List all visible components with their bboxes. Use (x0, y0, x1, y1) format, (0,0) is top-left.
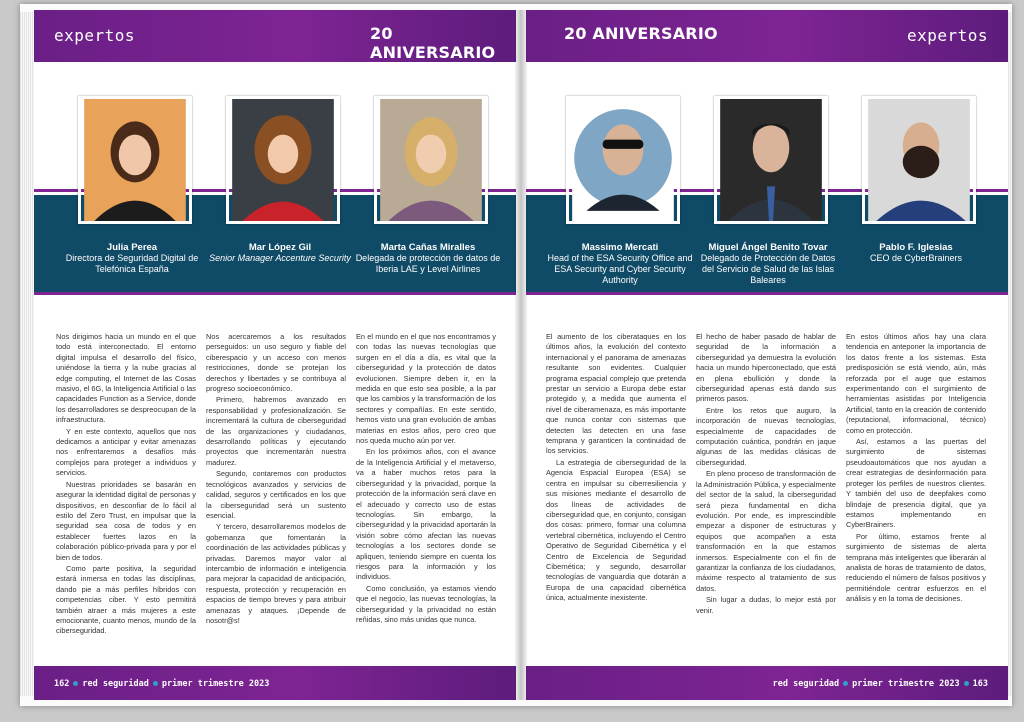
page-number: 162 (54, 679, 70, 689)
photo-miguel-angel-benito (714, 96, 828, 224)
expert-name: Mar López Gil (248, 242, 312, 253)
expert-role: Delegado de Protección de Datos del Servicio de Salud de las Islas Baleares (700, 253, 836, 285)
paragraph: En estos últimos años hay una clara tendencia en anteponer la importancia de los datos frente a los sistemas. Esta predisposición se está viendo, aún, más reforzada por el auge que estamos experimentando con el surgimiento de herramientas asistidas por Inteligencia Artificial, tanto en la creación de contenido (reputacional, informacional, técnico) como en protección. (846, 332, 986, 435)
right-page (526, 10, 1008, 700)
expert-caption (207, 242, 353, 264)
portrait-icon (81, 99, 189, 221)
paragraph: Entre los retos que auguro, la incorporación de nuevas tecnologías, especialmente de capacidades de computación cuántica, pondrán en jaque algunas de las medidas clásicas de ciberseguridad. (696, 405, 836, 467)
purple-stripe (526, 292, 1008, 295)
expert-caption (355, 242, 501, 275)
paragraph: Nos acercaremos a los resultados perseguidos: un uso seguro y fiable del ciberespacio y un acceso con menos restricciones, donde se protejan los derechos y libertades y se contribuya al progreso socioeconómico. (206, 332, 346, 394)
paragraph: El aumento de los ciberataques en los últimos años, la evolución del contexto internacional y el panorama de amenazas resultante son evidentes. Cualquier programa espacial complejo que pretenda prestar un servicio a Europa debe estar protegido y, a medida que aumenta el nivel de ciberamenaza, es más importante que nunca contar con sistemas que detecten las detecten en una fase temprana y garanticen la continuidad de los servicios. (546, 332, 686, 456)
paragraph: Por último, estamos frente al surgimiento de sistemas de alerta temprana más inteligentes que liberarán al analista de horas de tratamiento de datos, reduciendo el número de falsos positivos y permitiéndole centrar esfuerzos en el análisis y en la toma de decisiones. (846, 531, 986, 604)
issue-label: primer trimestre 2023 (161, 679, 270, 689)
paragraph: Y en este contexto, aquellos que nos dedicamos a anticipar y evitar amenazas nos enfrentaremos a desafíos más complejos para proteger a individuos y servicios. (56, 426, 196, 478)
anniversary-logo: 20 ANIVERSARIO (370, 24, 496, 62)
paragraph: Como parte positiva, la seguridad estará inmersa en todas las disciplinas, dando pie a más perfiles híbridos con competencias ciber. Y esto permitirá también atraer a más mujeres a este emocionante, cuanto menos, mundo de la ciberseguridad. (56, 563, 196, 636)
magazine-spread (20, 4, 1012, 706)
portrait-icon (229, 99, 337, 221)
footer-text (54, 679, 269, 689)
paragraph: El hecho de haber pasado de hablar de seguridad de la información a ciberseguridad ya demuestra la evolución hacia un mundo hiperconectado, que está en plena ebullición y donde la ciberseguridad apenas está dando sus primeros pasos. (696, 332, 836, 404)
paragraph: Primero, habremos avanzado en responsabilidad y profesionalización. Se incrementará la cultura de ciberseguridad de las organizaciones y ciudadanos, desarrollando políticas y ejecutando proyectos que incrementarán nuestra madurez. (206, 395, 346, 467)
article-column (696, 332, 836, 617)
photo-pablo-iglesias (862, 96, 976, 224)
article-column (546, 332, 686, 605)
portrait-icon (865, 99, 973, 221)
paragraph: En los próximos años, con el avance de la Inteligencia Artificial y el metaverso, va a haber muchos retos para la ciberseguridad y la privacidad, porque la protección de la información será clave en el adecuado y correcto uso de estas tecnologías. Sin embargo, la ciberseguridad y la privacidad aportarán la visión sobre cómo afectan las nuevas tecnologías a los sectores donde se apliquen, teniendo siempre en cuenta los riesgos para la información y los individuos. (356, 447, 496, 582)
magazine-name: red seguridad (772, 679, 840, 689)
left-footer-bar (34, 666, 516, 700)
expert-name: Pablo F. Iglesias (879, 242, 953, 253)
paragraph: La estrategia de ciberseguridad de la Agencia Espacial Europea (ESA) se centra en impulsar su ciberresiliencia y sus misiones mediante el desarrollo de dos líneas de actividades de ciberseguridad que, en conjunto, consigan dos cosas: primero, formar una columna vertebral cibernética, incluyendo el Centro Operativo de Seguridad Cibernética y el Centro de Excelencia de Seguridad Cibernética; y segundo, desarrollar tecnologías de vanguardia que dotarán a Europa de una capacidad cibernética única, actualmente inexistente. (546, 457, 686, 603)
article-column (846, 332, 986, 606)
bullet-icon (73, 681, 78, 686)
expert-role: Delegada de protección de datos de Iberia LAE y Level Airlines (355, 253, 501, 274)
spine-shadow (514, 10, 528, 700)
paragraph: Nuestras prioridades se basarán en asegurar la identidad digital de personas y dispositivos, en desconfiar de lo fácil al estilo del Zero Trust, en impulsar que la seguridad sea cosa de todos y en establecer fuertes lazos en la colaboración público-privada para y por el bien de todos. (56, 479, 196, 562)
paragraph: Nos dirigimos hacia un mundo en el que todo está interconectado. El entorno digital impulsa el desarrollo del físico, uniéndose la tierra y la nube gracias al edge computing, el Internet de las Cosas masivo, el 6G, la Inteligencia Artificial o las capacidades Function as a Service, donde los desarrolladores se despreocupan de la infraestructura. (56, 332, 196, 425)
photo-mar-lopez-gil (226, 96, 340, 224)
expert-role: Directora de Seguridad Digital de Telefónica España (65, 253, 199, 274)
left-header-bar (34, 10, 516, 62)
paragraph: Así, estamos a las puertas del surgimiento de sistemas pseudoautomáticos que nos ayudan a crear estrategias de desinformación para proteger los perfiles de nuestros clientes. Y también del uso de deepfakes como blindaje de presencia digital, que ya estamos implementando en CyberBrainers. (846, 437, 986, 530)
paragraph: Como conclusión, ya estamos viendo que el negocio, las nuevas tecnologías, la ciberseguridad y la privacidad no están reñidas, sino más unidas que nunca. (356, 583, 496, 624)
photo-julia-perea (78, 96, 192, 224)
portrait-icon (377, 99, 485, 221)
expert-caption (547, 242, 693, 286)
purple-stripe (34, 292, 516, 295)
page-number: 163 (972, 679, 988, 689)
expert-caption (59, 242, 205, 275)
page-edges-left (20, 12, 34, 696)
paragraph: Y tercero, desarrollaremos modelos de gobernanza que fomentarán la coordinación de las actividades públicas y privadas. Daremos mayor valor al intercambio de información e inteligencia para mejorar la capacidad de anticipación, respuesta, protección y recuperación en espacios de tiempo breves y para atribuir amenazas y ataques. ¡Depende de nosotr@s! (206, 522, 346, 625)
photo-massimo-mercati (566, 96, 680, 224)
bullet-icon (843, 681, 848, 686)
expert-caption (695, 242, 841, 286)
expert-role: CEO de CyberBrainers (869, 253, 963, 263)
paragraph: Segundo, contaremos con productos tecnológicos avanzados y servicios de calidad, seguros y certificados en los que la ciberseguridad será un sustento esencial. (206, 469, 346, 520)
right-header-bar (526, 10, 1008, 62)
expert-role: Head of the ESA Security Office and ESA Security and Cyber Security Authority (547, 253, 693, 285)
photo-marta-canas (374, 96, 488, 224)
expert-name: Miguel Ángel Benito Tovar (708, 242, 828, 253)
footer-text (773, 679, 988, 689)
expert-name: Julia Perea (106, 242, 158, 253)
paragraph: En pleno proceso de transformación de la Administración Pública, y especialmente del sector de la salud, la ciberseguridad será pieza fundamental en dicha evolución. Por ende, es imprescindible empezar a disponer de estructuras y equipos que acompañen a esta transformación en la que estamos inmersos. Especialmente con el fin de garantizar la confianza de los ciudadanos, máxime respecto al tratamiento de sus datos. (696, 469, 836, 593)
expert-role: Senior Manager Accenture Security (209, 253, 351, 263)
expert-name: Massimo Mercati (581, 242, 659, 253)
expert-caption (843, 242, 989, 264)
portrait-icon (717, 99, 825, 221)
section-title: expertos (906, 26, 988, 45)
magazine-name: red seguridad (82, 679, 149, 689)
issue-label: primer trimestre 2023 (852, 679, 960, 689)
portrait-icon (569, 99, 677, 221)
right-footer-bar (526, 666, 1008, 700)
article-column (206, 332, 346, 627)
paragraph: En el mundo en el que nos encontramos y con todas las nuevas tecnologías que surgen en el día a día, es vital que la ciberseguridad y la protección de datos evolucionen. Siempre deben ir, en la medida en que esto sea posible, a la par que los cambios y la transformación de los sectores y compañías. En este sentido, hemos visto una gran evolución de ambas materias en estos años, pero creo que nos queda mucho aún por ver. (356, 332, 496, 446)
article-column (356, 332, 496, 626)
anniversary-logo: 20 ANIVERSARIO (564, 24, 718, 43)
expert-name: Marta Cañas Miralles (380, 242, 476, 253)
article-column (56, 332, 196, 638)
section-title: expertos (54, 26, 136, 45)
bullet-icon (964, 681, 969, 686)
bullet-icon (153, 681, 158, 686)
left-page (34, 10, 516, 700)
paragraph: Sin lugar a dudas, lo mejor está por venir. (696, 595, 836, 615)
